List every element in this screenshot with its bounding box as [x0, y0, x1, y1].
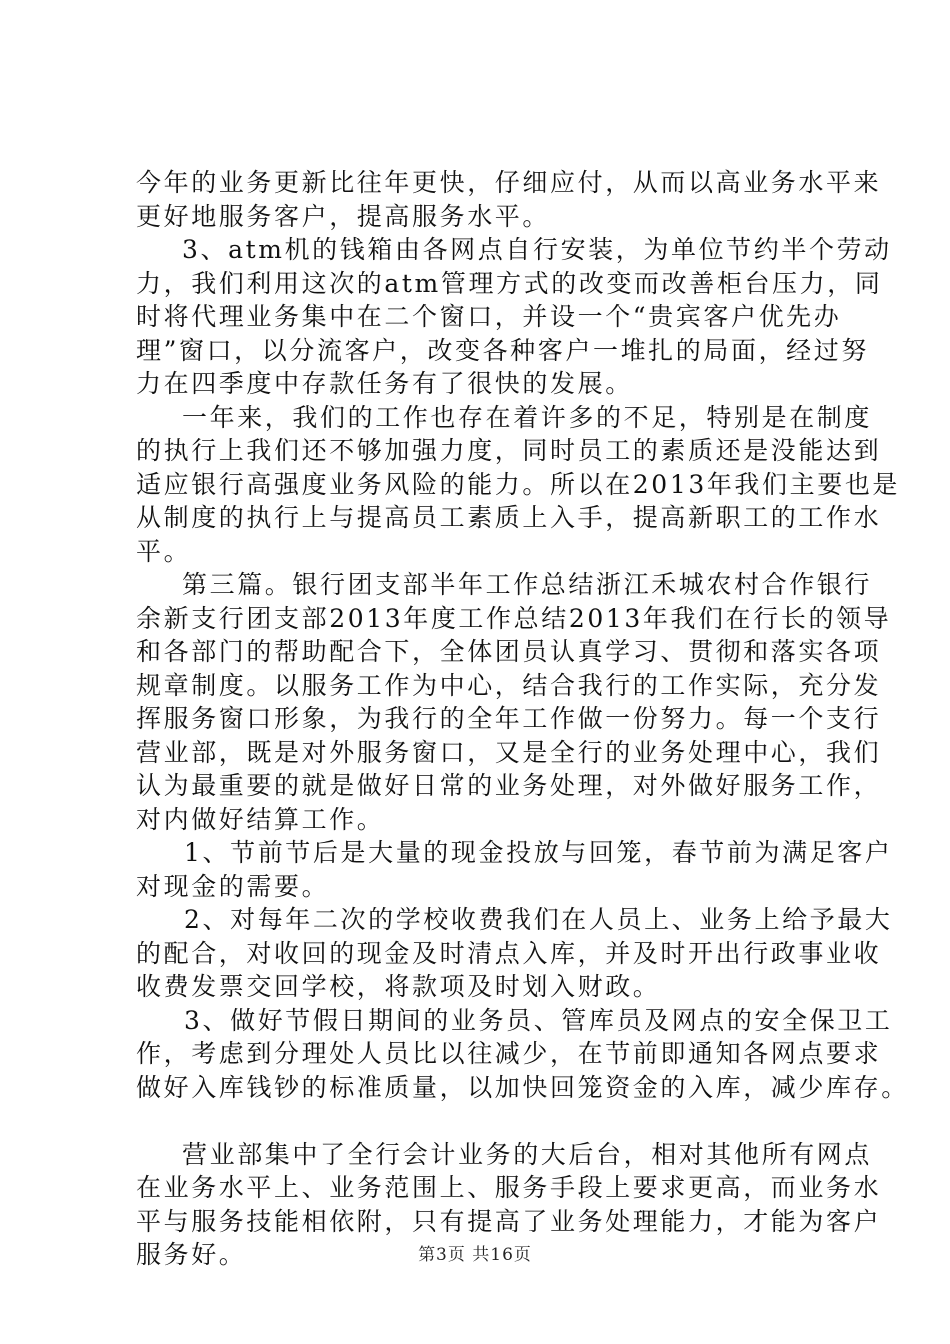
text-line: 收费发票交回学校，将款项及时划入财政。: [136, 972, 661, 1001]
text-line: 服务好。: [136, 1240, 247, 1269]
text-line: 的配合，对收回的现金及时清点入库，并及时开出行政事业收: [136, 938, 882, 968]
text-line: 力，我们利用这次的atm管理方式的改变而改善柜台压力，同: [136, 268, 883, 298]
paragraph-spacer: [136, 1104, 856, 1138]
text-line: 3、做好节假日期间的业务员、管库员及网点的安全保卫工: [184, 1005, 893, 1035]
text-line: 更好地服务客户，提高服务水平。: [136, 201, 551, 231]
text-line: 时将代理业务集中在二个窗口，并设一个“贵宾客户优先办: [136, 302, 842, 331]
text-line: 和各部门的帮助配合下，全体团员认真学习、贯彻和落实各项: [136, 637, 882, 666]
text-line: 适应银行高强度业务风险的能力。所以在2013年我们主要也是: [136, 469, 901, 499]
text-line: 2、对每年二次的学校收费我们在人员上、业务上给予最大: [184, 905, 893, 934]
text-line: 挥服务窗口形象，为我行的全年工作做一份努力。每一个支行: [136, 704, 882, 733]
page-footer: 第3页 共16页: [418, 1245, 532, 1265]
text-line: 第三篇。银行团支部半年工作总结浙江禾城农村合作银行: [182, 570, 873, 599]
text-line: 余新支行团支部2013年度工作总结2013年我们在行长的领导: [136, 603, 892, 633]
text-line: 对现金的需要。: [136, 871, 330, 901]
text-line: 的执行上我们还不够加强力度，同时员工的素质还是没能达到: [136, 436, 882, 465]
text-line: 认为最重要的就是做好日常的业务处理，对外做好服务工作，: [136, 771, 882, 800]
text-line: 平。: [136, 536, 192, 566]
text-line: 从制度的执行上与提高员工素质上入手，提高新职工的工作水: [136, 503, 882, 532]
text-line: 做好入库钱钞的标准质量，以加快回笼资金的入库，减少库存。: [136, 1072, 909, 1102]
text-line: 理”窗口，以分流客户，改变各种客户一堆扎的局面，经过努: [136, 335, 869, 365]
text-line: 今年的业务更新比往年更快，仔细应付，从而以高业务水平来: [136, 168, 882, 197]
document-body: [136, 166, 909, 1272]
text-line: 营业部，既是对外服务窗口，又是全行的业务处理中心，我们: [136, 737, 882, 767]
text-line: 力在四季度中存款任务有了很快的发展。: [136, 369, 633, 398]
text-line: 1、节前节后是大量的现金投放与回笼，春节前为满足客户: [184, 838, 893, 867]
text-line: 作，考虑到分理处人员比以往减少，在节前即通知各网点要求: [136, 1039, 882, 1068]
text-line: 规章制度。以服务工作为中心，结合我行的工作实际，充分发: [136, 670, 882, 700]
text-line: 在业务水平上、业务范围上、服务手段上要求更高，而业务水: [136, 1173, 882, 1202]
text-line: 一年来，我们的工作也存在着许多的不足，特别是在制度: [182, 402, 873, 432]
text-line: 营业部集中了全行会计业务的大后台，相对其他所有网点: [182, 1139, 873, 1169]
text-line: 3、atm机的钱箱由各网点自行安装，为单位节约半个劳动: [182, 235, 892, 264]
text-line: 平与服务技能相依附，只有提高了业务处理能力，才能为客户: [136, 1206, 882, 1236]
text-line: 对内做好结算工作。: [136, 804, 385, 834]
